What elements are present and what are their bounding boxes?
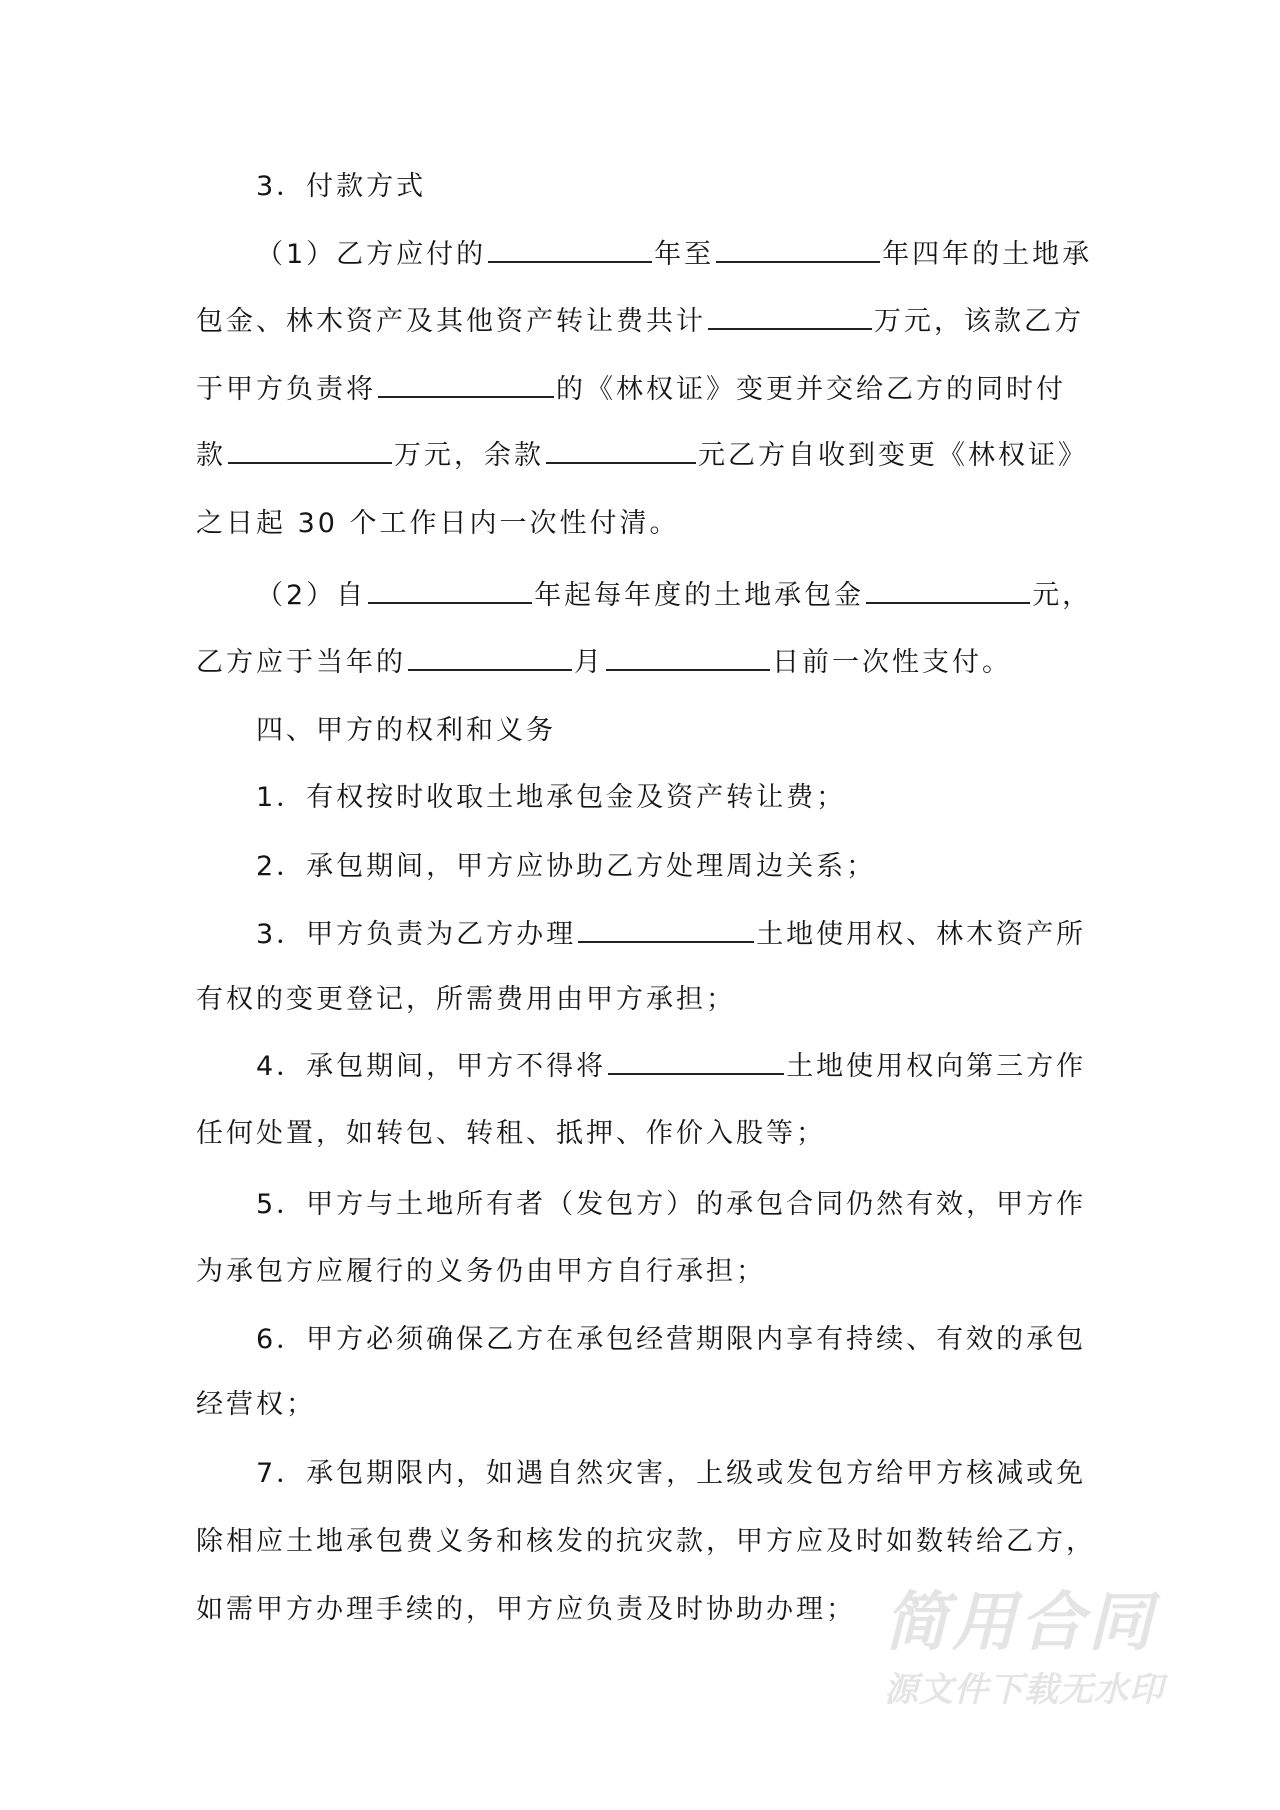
text-segment: 如需甲方办理手续的，甲方应负责及时协助办理； (196, 1594, 856, 1625)
text-segment: 日前一次性支付。 (772, 647, 1012, 678)
list-item (256, 847, 1156, 887)
fill-in-blank-balance[interactable] (546, 436, 696, 464)
watermark-subtitle: 源文件下载无水印 (884, 1670, 1164, 1710)
text-segment: 年至 (654, 239, 715, 270)
text-segment: （1）乙方应付的 (256, 239, 487, 270)
text-segment: 的《林权证》变更并交给乙方的同时付 (556, 374, 1066, 405)
text-segment: 万元，余款 (394, 440, 544, 471)
list-item-continuation (196, 1385, 1096, 1425)
fill-in-blank-land-1[interactable] (578, 915, 754, 943)
fill-in-blank-land-2[interactable] (608, 1047, 784, 1075)
text-segment: 7．承包期限内，如遇自然灾害，上级或发包方给甲方核减或免 (256, 1458, 1087, 1489)
text-segment: 土地使用权向第三方作 (786, 1051, 1087, 1082)
list-item-continuation (196, 980, 1096, 1020)
text-segment: 元， (1032, 580, 1093, 611)
fill-in-blank-first-payment[interactable] (228, 436, 392, 464)
list-item (256, 915, 1156, 955)
text-segment: 经营权； (196, 1389, 316, 1420)
list-item-continuation (196, 1252, 1096, 1292)
section-heading-party-a-rights (256, 711, 1156, 751)
heading-text: 四、甲方的权利和义务 (256, 715, 556, 746)
section-heading-payment-method (256, 167, 1156, 207)
fill-in-blank-day[interactable] (606, 643, 770, 671)
fill-in-blank-property[interactable] (378, 370, 554, 398)
text-segment: 之日起 30 个工作日内一次性付清。 (196, 508, 680, 539)
text-segment: 元乙方自收到变更《林权证》 (698, 440, 1088, 471)
list-item (256, 1047, 1156, 1087)
fill-in-blank-annual-fee[interactable] (866, 576, 1030, 604)
fill-in-blank-total-amount[interactable] (708, 302, 872, 330)
text-segment: 为承包方应履行的义务仍由甲方自行承担； (196, 1256, 766, 1287)
text-segment: 除相应土地承包费义务和核发的抗灾款，甲方应及时如数转给乙方， (196, 1526, 1096, 1557)
text-segment: 于甲方负责将 (196, 374, 376, 405)
list-item (256, 1185, 1156, 1225)
fill-in-blank-month[interactable] (408, 643, 572, 671)
text-segment: （2）自 (256, 580, 367, 611)
watermark-title: 简用合同 (884, 1586, 1156, 1660)
text-segment: 乙方应于当年的 (196, 647, 406, 678)
paragraph-line (196, 370, 1096, 410)
text-segment: 3．甲方负责为乙方办理 (256, 919, 577, 950)
list-item (256, 778, 1156, 818)
text-segment: 年起每年度的土地承包金 (534, 580, 865, 611)
text-segment: 2．承包期间，甲方应协助乙方处理周边关系； (256, 851, 877, 882)
text-segment: 月 (574, 647, 604, 678)
text-segment: 年四年的土地承 (882, 239, 1093, 270)
text-segment: 1．有权按时收取土地承包金及资产转让费； (256, 782, 847, 813)
text-segment: 万元，该款乙方 (874, 306, 1084, 337)
heading-text: 3．付款方式 (256, 171, 427, 202)
paragraph-line (196, 643, 1096, 683)
text-segment: 任何处置，如转包、转租、抵押、作价入股等； (196, 1118, 826, 1149)
text-segment: 包金、林木资产及其他资产转让费共计 (196, 306, 706, 337)
text-segment: 款 (196, 440, 226, 471)
watermark (884, 1588, 1184, 1710)
list-item-continuation (196, 1114, 1096, 1154)
paragraph-line (256, 576, 1156, 616)
list-item (256, 1320, 1156, 1360)
text-segment: 土地使用权、林木资产所 (756, 919, 1087, 950)
paragraph-line (196, 436, 1096, 476)
list-item-continuation (196, 1522, 1096, 1562)
text-segment: 6．甲方必须确保乙方在承包经营期限内享有持续、有效的承包 (256, 1324, 1087, 1355)
text-segment: 5．甲方与土地所有者（发包方）的承包合同仍然有效，甲方作 (256, 1189, 1087, 1220)
paragraph-line (196, 504, 1096, 544)
fill-in-blank-from-year[interactable] (368, 576, 532, 604)
fill-in-blank-end-year[interactable] (716, 235, 880, 263)
fill-in-blank-start-year[interactable] (488, 235, 652, 263)
text-segment: 4．承包期间，甲方不得将 (256, 1051, 607, 1082)
paragraph-line (256, 235, 1156, 275)
text-segment: 有权的变更登记，所需费用由甲方承担； (196, 984, 736, 1015)
list-item (256, 1454, 1156, 1494)
paragraph-line (196, 302, 1096, 342)
